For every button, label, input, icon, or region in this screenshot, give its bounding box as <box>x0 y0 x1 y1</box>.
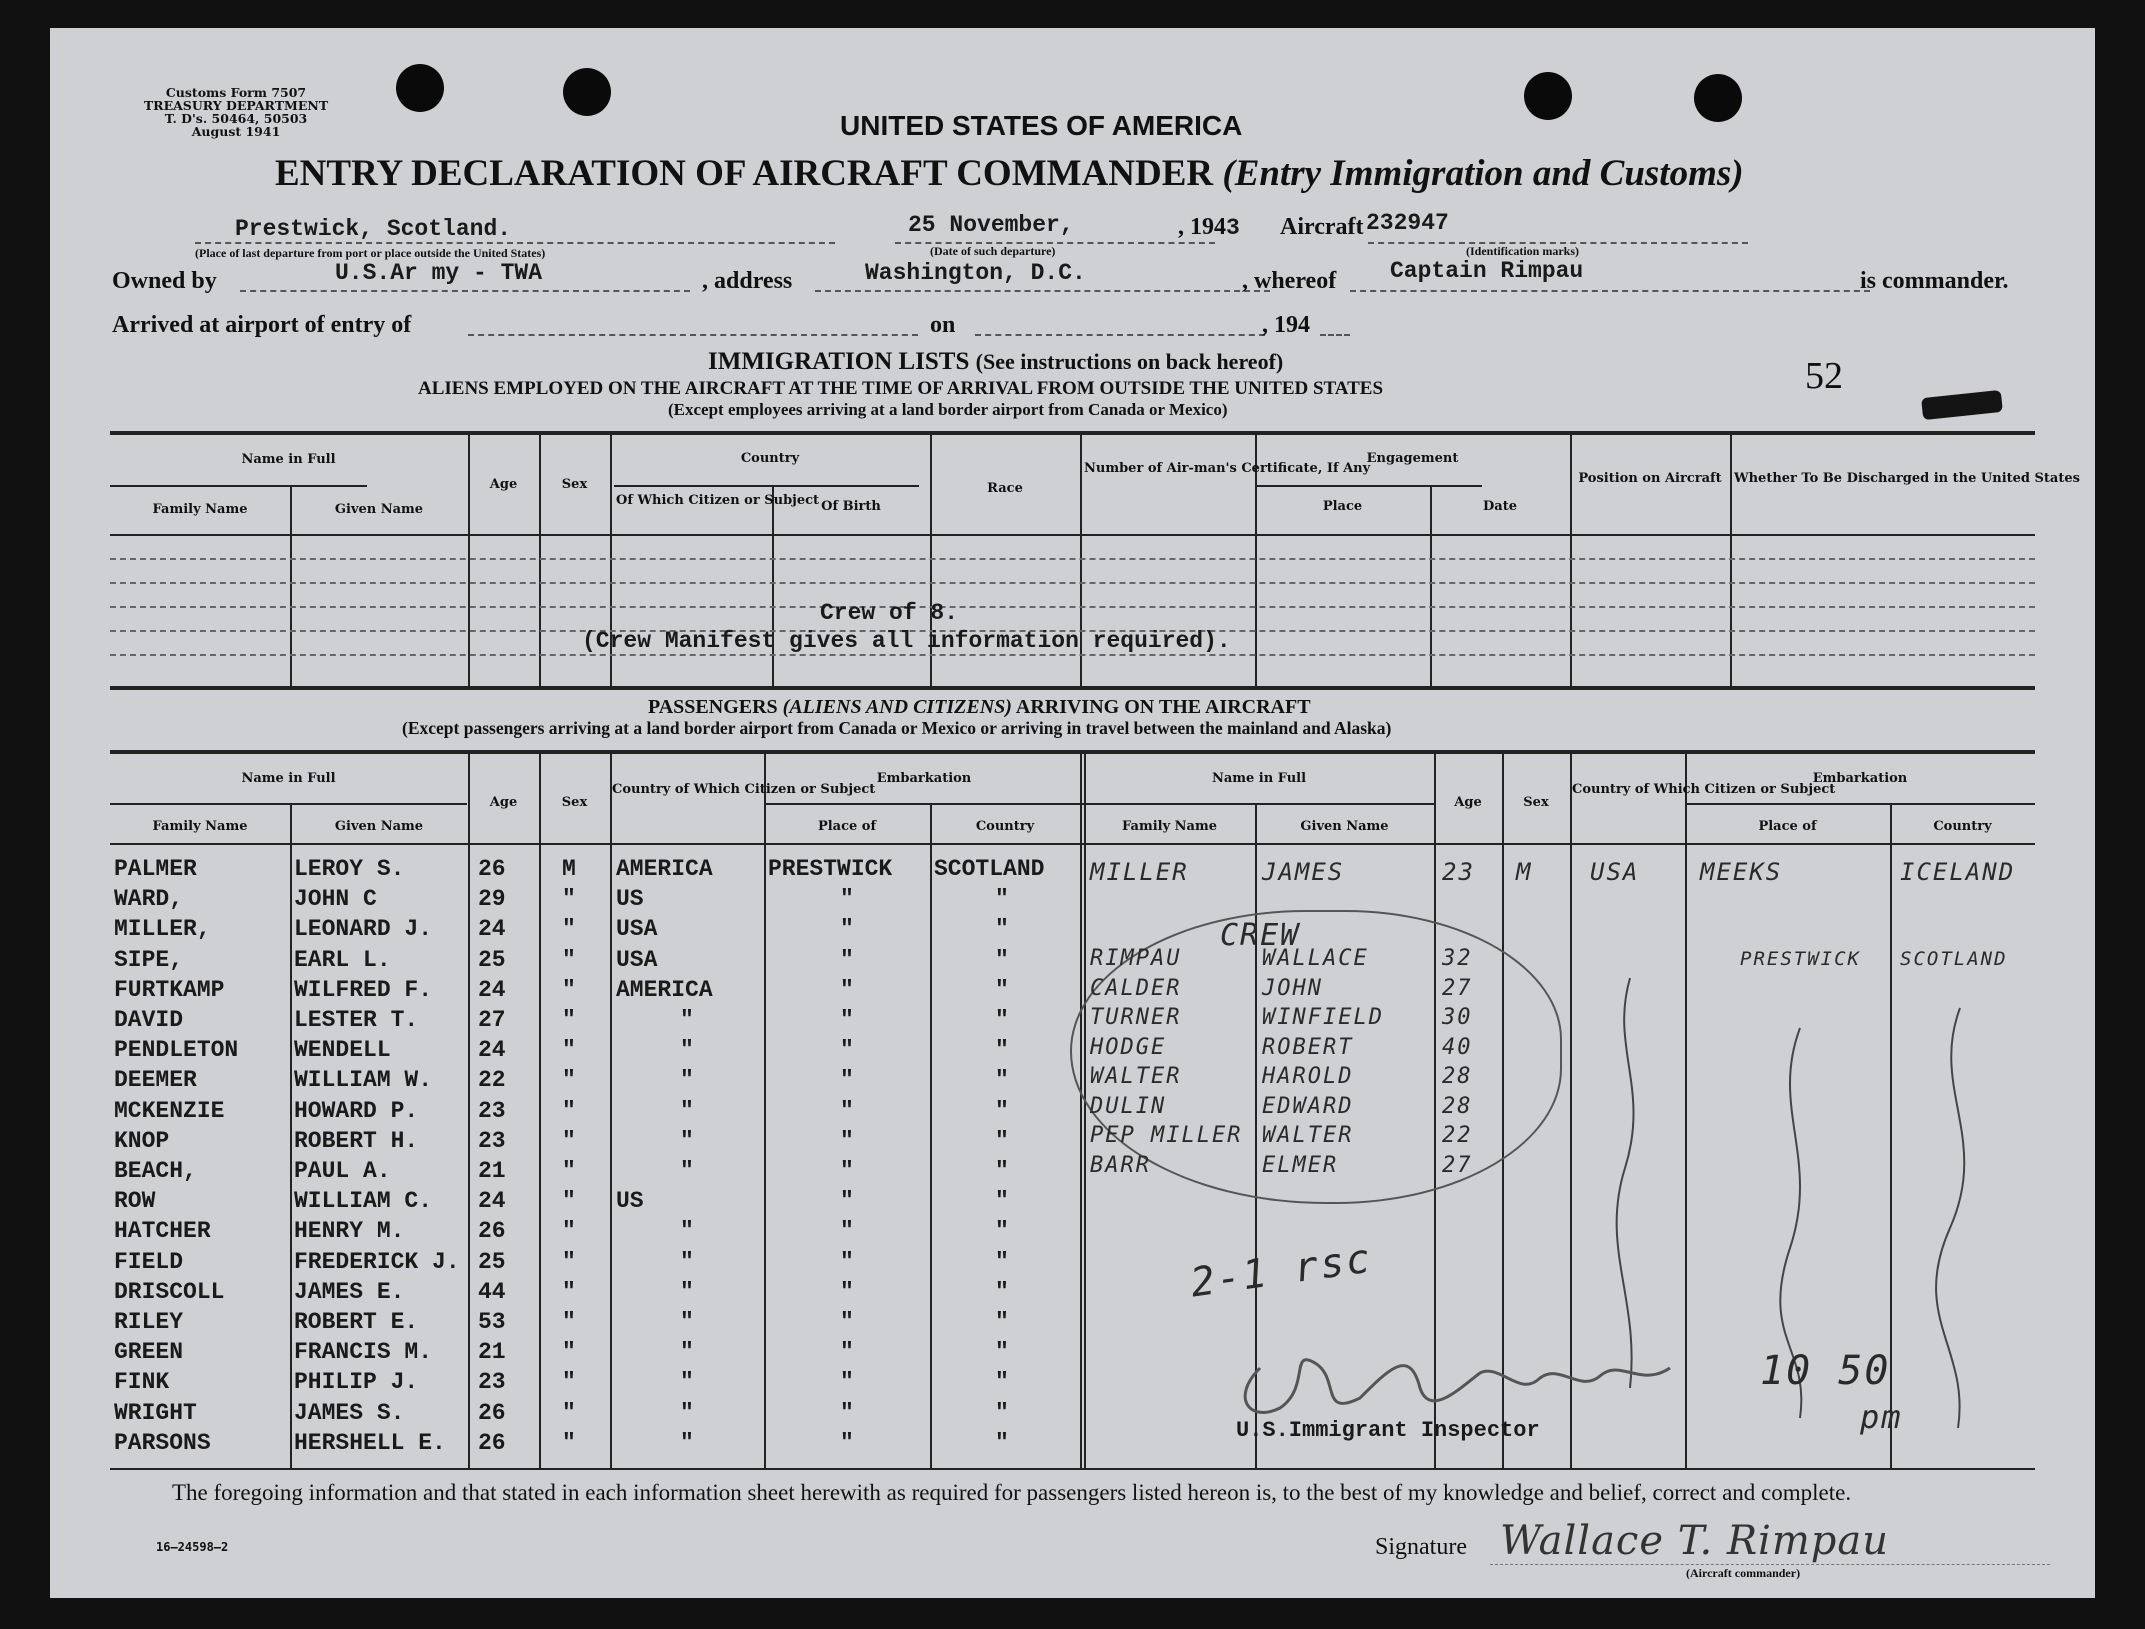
pass-header-sex-left: Sex <box>561 795 588 810</box>
cell-citizen: " <box>680 1158 694 1184</box>
aliens-header-date: Date <box>1483 499 1517 514</box>
customs-form-id: Customs Form 7507 TREASURY DEPARTMENT T. D's. 50464, 50503 August 1941 <box>143 85 329 139</box>
crew-manifest-note: (Crew Manifest gives all information required). <box>582 628 1231 654</box>
crew-cell-age: 40 <box>1442 1034 1473 1060</box>
cell-country: " <box>995 1097 1009 1124</box>
cell-sex: " <box>562 1218 576 1245</box>
cell-age: 23 <box>478 1369 506 1396</box>
cell-citizen: " <box>680 1007 694 1033</box>
document-title: ENTRY DECLARATION OF AIRCRAFT COMMANDER (Entry Immigration and Customs) <box>275 153 1744 194</box>
crew-cell-age: 27 <box>1442 1152 1473 1178</box>
crew-embark-country: SCOTLAND <box>1900 948 2008 970</box>
crew-cell-family: TURNER <box>1090 1005 1182 1030</box>
cell-given: PAUL A. <box>294 1158 391 1184</box>
cell-place: " <box>840 1309 854 1335</box>
pass-header-given-left: Given Name <box>334 819 424 834</box>
cell-citizen: " <box>680 1339 694 1366</box>
cell-country: " <box>995 916 1009 943</box>
cell-age: 26 <box>478 1399 506 1426</box>
crew-cell-given: ROBERT <box>1262 1034 1354 1060</box>
cell-sex: " <box>562 1188 576 1215</box>
crew-cell-family: BARR <box>1090 1152 1151 1178</box>
punch-hole <box>1694 74 1742 122</box>
crew-cell-family: RIMPAU <box>1090 946 1182 971</box>
crew-cell-age: 32 <box>1442 946 1473 971</box>
aliens-header-position: Position on Aircraft <box>1578 471 1722 486</box>
cell-country: " <box>995 886 1009 913</box>
aircraft-caption: (Identification marks) <box>1466 244 1579 258</box>
departure-date: 25 November, <box>908 212 1074 238</box>
owned-by-value: U.S.Ar my - TWA <box>335 260 543 286</box>
cell-given: HERSHELL E. <box>294 1429 446 1456</box>
cell-place: " <box>840 1218 854 1245</box>
cell-sex: " <box>562 1127 576 1154</box>
crew-cell-family: HODGE <box>1090 1034 1167 1060</box>
cell-sex: " <box>562 1007 576 1033</box>
pass-header-age-left: Age <box>489 795 518 810</box>
commander-name: Captain Rimpau <box>1390 258 1584 284</box>
cell-country: " <box>995 1218 1009 1245</box>
crew-cell-family: CALDER <box>1090 975 1182 1001</box>
cell-given: EARL L. <box>294 946 391 973</box>
aliens-header-citizen: Of Which Citizen or Subject <box>616 493 820 508</box>
crew-cell-given: JOHN <box>1262 975 1323 1001</box>
cell-sex: " <box>562 1278 576 1305</box>
cell-country: " <box>995 1369 1009 1396</box>
cell-place: " <box>840 916 854 943</box>
pass-header-given-right: Given Name <box>1300 819 1389 834</box>
cell-family: RILEY <box>114 1309 184 1335</box>
cell-country: " <box>995 946 1009 973</box>
cell-country: " <box>995 1127 1009 1154</box>
commander-signature: Wallace T. Rimpau <box>1500 1518 1889 1564</box>
crew-embark-place: PRESTWICK <box>1740 948 1861 970</box>
cell-sex: " <box>562 946 576 973</box>
crew-cell-age: 28 <box>1442 1093 1473 1119</box>
punch-hole <box>563 68 611 116</box>
cell-country: " <box>995 1278 1009 1305</box>
signature-caption: (Aircraft commander) <box>1686 1566 1801 1580</box>
cell-given: FRANCIS M. <box>294 1339 433 1366</box>
cell-given: WILLIAM C. <box>294 1188 433 1215</box>
country-title: UNITED STATES OF AMERICA <box>840 110 1243 141</box>
aliens-header-place: Place <box>1322 499 1363 514</box>
cell-country: " <box>995 1339 1009 1366</box>
aliens-header-engagement: Engagement <box>1366 451 1459 466</box>
crew-label: CREW <box>1220 918 1301 953</box>
is-commander-label: is commander. <box>1860 268 2009 294</box>
inspection-time-suffix: pm <box>1860 1398 1903 1436</box>
cell-family: FIELD <box>114 1248 184 1275</box>
cell-given: ROBERT E. <box>294 1309 419 1335</box>
cell-place: PRESTWICK <box>768 856 893 882</box>
cell-age: 53 <box>478 1309 506 1335</box>
cell-age: 25 <box>478 946 506 973</box>
declaration-text: The foregoing information and that stated in each information sheet herewith as required for passengers listed hereon is, to the best of my knowledge and belief, correct and complete. <box>172 1480 1852 1505</box>
cell-sex: " <box>562 1339 576 1366</box>
cell-family: PARSONS <box>114 1429 211 1456</box>
right-passenger-age: 23 <box>1442 858 1475 886</box>
cell-family: DAVID <box>114 1007 184 1033</box>
pass-header-citizen-right: Country of Which Citizen or Subject <box>1572 782 1836 797</box>
cell-place: " <box>840 886 854 913</box>
crew-cell-given: HAROLD <box>1262 1064 1354 1089</box>
cell-family: GREEN <box>114 1339 184 1366</box>
crew-cell-age: 22 <box>1442 1123 1473 1148</box>
inspector-note: 2-1 rsc <box>1187 1235 1375 1307</box>
cell-citizen: " <box>680 1309 694 1335</box>
pass-header-sex-right: Sex <box>1523 795 1549 810</box>
cell-family: DEEMER <box>114 1067 197 1094</box>
form-number: 16—24598—2 <box>156 1540 229 1554</box>
crew-cell-given: WALTER <box>1262 1123 1354 1148</box>
cell-country: " <box>995 1248 1009 1275</box>
cell-citizen: " <box>680 1248 694 1275</box>
cell-sex: " <box>562 1309 576 1335</box>
owned-by-label: Owned by <box>112 268 217 294</box>
cell-country: " <box>995 1037 1009 1064</box>
cell-citizen: AMERICA <box>616 976 713 1003</box>
document-page <box>50 28 2095 1598</box>
crew-cell-given: WINFIELD <box>1262 1005 1384 1030</box>
right-passenger-country: ICELAND <box>1900 858 2016 886</box>
cell-age: 26 <box>478 856 506 882</box>
cell-age: 24 <box>478 1188 506 1215</box>
cell-citizen: " <box>680 1218 694 1245</box>
cell-given: JAMES S. <box>294 1399 405 1426</box>
departure-date-caption: (Date of such departure) <box>930 244 1056 258</box>
cell-age: 21 <box>478 1339 506 1366</box>
cell-citizen: US <box>616 1188 644 1215</box>
cell-family: HATCHER <box>114 1218 211 1245</box>
cell-place: " <box>840 1097 854 1124</box>
cell-sex: " <box>562 1037 576 1064</box>
pass-header-citizen-left: Country of Which Citizen or Subject <box>612 782 876 797</box>
crew-cell-age: 28 <box>1442 1064 1473 1089</box>
aliens-header-sex: Sex <box>561 477 588 492</box>
cell-age: 22 <box>478 1067 506 1094</box>
signature-label: Signature <box>1375 1534 1467 1560</box>
crew-cell-family: PEP MILLER <box>1090 1123 1243 1148</box>
cell-sex: " <box>562 976 576 1003</box>
cell-place: " <box>840 1339 854 1366</box>
cell-sex: " <box>562 1429 576 1456</box>
cell-given: LEROY S. <box>294 856 405 882</box>
page-number: 52 <box>1805 355 1843 397</box>
pass-header-country-right: Country <box>1933 819 1992 834</box>
cell-family: DRISCOLL <box>114 1278 225 1305</box>
pass-header-country-left: Country <box>975 819 1035 834</box>
cell-sex: M <box>562 856 576 882</box>
cell-family: MCKENZIE <box>114 1097 225 1124</box>
arrival-on-label: on <box>930 312 956 338</box>
cell-citizen: AMERICA <box>616 856 713 882</box>
cell-family: WRIGHT <box>114 1399 197 1426</box>
right-passenger-sex: M <box>1516 858 1533 886</box>
cell-place: " <box>840 1369 854 1396</box>
cell-citizen: " <box>680 1127 694 1154</box>
pass-header-place-left: Place of <box>817 819 877 834</box>
cell-age: 27 <box>478 1007 506 1033</box>
cell-age: 24 <box>478 976 506 1003</box>
cell-place: " <box>840 1158 854 1184</box>
cell-age: 23 <box>478 1127 506 1154</box>
cell-family: ROW <box>114 1188 156 1215</box>
cell-country: " <box>995 1309 1009 1335</box>
aliens-header-age: Age <box>489 477 518 492</box>
inspection-time: 10 50 <box>1760 1348 1891 1394</box>
cell-country: " <box>995 1007 1009 1033</box>
cell-sex: " <box>562 1399 576 1426</box>
aliens-header-certificate: Number of Air-man's Certificate, If Any <box>1084 461 1371 476</box>
cell-given: HENRY M. <box>294 1218 405 1245</box>
cell-given: JAMES E. <box>294 1278 405 1305</box>
aliens-header-country: Country <box>740 451 800 466</box>
cell-age: 24 <box>478 1037 506 1064</box>
redaction-mark <box>1921 390 2003 420</box>
cell-citizen: USA <box>616 916 658 943</box>
crew-cell-age: 27 <box>1442 975 1473 1001</box>
cell-country: " <box>995 1399 1009 1426</box>
cell-place: " <box>840 1399 854 1426</box>
cell-sex: " <box>562 1067 576 1094</box>
address-label: , address <box>702 268 793 294</box>
cell-given: WENDELL <box>294 1037 391 1064</box>
pass-header-name-right: Name in Full <box>1211 771 1307 786</box>
cell-sex: " <box>562 1158 576 1184</box>
cell-place: " <box>840 1248 854 1275</box>
right-passenger-family: MILLER <box>1090 858 1189 886</box>
cell-place: " <box>840 946 854 973</box>
cell-age: 21 <box>478 1158 506 1184</box>
cell-age: 24 <box>478 916 506 943</box>
inspector-title: U.S.Immigrant Inspector <box>1236 1418 1540 1443</box>
pass-header-embark-left: Embarkation <box>876 771 972 786</box>
cell-age: 23 <box>478 1097 506 1124</box>
departure-place-caption: (Place of last departure from port or place outside the United States) <box>195 246 546 260</box>
cell-place: " <box>840 1429 854 1456</box>
arrival-year-label: , 194 <box>1262 312 1310 338</box>
cell-family: FINK <box>114 1369 170 1396</box>
crew-cell-given: ELMER <box>1262 1152 1339 1178</box>
cell-sex: " <box>562 1248 576 1275</box>
cell-given: JOHN C <box>294 886 377 913</box>
immigration-heading: IMMIGRATION LISTS (See instructions on back hereof) <box>708 348 1284 375</box>
cell-given: WILFRED F. <box>294 976 433 1003</box>
cell-sex: " <box>562 916 576 943</box>
aliens-header-discharged: Whether To Be Discharged in the United States <box>1734 471 2080 486</box>
cell-place: " <box>840 976 854 1003</box>
crew-note: Crew of 8. <box>820 600 959 626</box>
pass-header-family-left: Family Name <box>152 819 248 834</box>
cell-age: 26 <box>478 1429 506 1456</box>
right-passenger-given: JAMES <box>1262 858 1345 886</box>
right-passenger-place: MEEKS <box>1700 858 1783 886</box>
cell-given: LESTER T. <box>294 1007 419 1033</box>
cell-sex: " <box>562 886 576 913</box>
cell-citizen: " <box>680 1037 694 1064</box>
cell-citizen: " <box>680 1399 694 1426</box>
aliens-header-name: Name in Full <box>241 452 336 467</box>
cell-citizen: " <box>680 1067 694 1094</box>
crew-cell-given: EDWARD <box>1262 1093 1354 1119</box>
aliens-header-family: Family Name <box>152 502 248 517</box>
cell-place: " <box>840 1037 854 1064</box>
aliens-header-race: Race <box>987 481 1023 496</box>
crew-cell-family: DULIN <box>1090 1093 1167 1119</box>
punch-hole <box>1524 72 1572 120</box>
cell-family: WARD, <box>114 886 184 913</box>
cell-country: SCOTLAND <box>934 856 1045 882</box>
aliens-except: (Except employees arriving at a land border airport from Canada or Mexico) <box>668 400 1228 419</box>
cell-given: LEONARD J. <box>294 916 433 943</box>
cell-family: PALMER <box>114 856 197 882</box>
cell-country: " <box>995 976 1009 1003</box>
aliens-header-given: Given Name <box>334 502 424 517</box>
cell-country: " <box>995 1188 1009 1215</box>
cell-place: " <box>840 1278 854 1305</box>
cell-age: 44 <box>478 1278 506 1305</box>
cell-place: " <box>840 1188 854 1215</box>
cell-age: 25 <box>478 1248 506 1275</box>
passengers-heading: PASSENGERS (ALIENS AND CITIZENS) ARRIVING ON THE AIRCRAFT <box>648 696 1311 718</box>
cell-family: KNOP <box>114 1127 170 1154</box>
cell-given: FREDERICK J. <box>294 1248 460 1275</box>
aliens-header-birth: Of Birth <box>821 499 881 514</box>
cell-given: PHILIP J. <box>294 1369 419 1396</box>
whereof-label: , whereof <box>1242 268 1337 294</box>
cell-citizen: " <box>680 1369 694 1396</box>
pass-header-family-right: Family Name <box>1122 819 1217 834</box>
cell-country: " <box>995 1429 1009 1456</box>
crew-cell-family: WALTER <box>1090 1064 1182 1089</box>
cell-family: MILLER, <box>114 916 211 943</box>
cell-country: " <box>995 1067 1009 1094</box>
cell-given: ROBERT H. <box>294 1127 419 1154</box>
cell-citizen: " <box>680 1278 694 1305</box>
cell-citizen: " <box>680 1097 694 1124</box>
cell-citizen: " <box>680 1429 694 1456</box>
cell-sex: " <box>562 1097 576 1124</box>
cell-place: " <box>840 1007 854 1033</box>
cell-place: " <box>840 1127 854 1154</box>
cell-place: " <box>840 1067 854 1094</box>
aliens-heading: ALIENS EMPLOYED ON THE AIRCRAFT AT THE TIME OF ARRIVAL FROM OUTSIDE THE UNITED STATES <box>418 378 1384 399</box>
cell-family: SIPE, <box>114 946 184 973</box>
pass-header-age-right: Age <box>1454 795 1482 810</box>
pass-header-name-left: Name in Full <box>241 771 336 786</box>
departure-year: , 1943 <box>1178 214 1240 241</box>
crew-cell-age: 30 <box>1442 1005 1473 1030</box>
punch-hole <box>396 64 444 112</box>
passengers-except: (Except passengers arriving at a land border airport from Canada or Mexico or arriving in travel between the mainland and Alaska) <box>402 718 1392 738</box>
arrival-label: Arrived at airport of entry of <box>112 312 412 338</box>
cell-family: FURTKAMP <box>114 976 225 1003</box>
cell-country: " <box>995 1158 1009 1184</box>
cell-given: WILLIAM W. <box>294 1067 433 1094</box>
cell-citizen: USA <box>616 946 658 973</box>
cell-sex: " <box>562 1369 576 1396</box>
right-passenger-citizen: USA <box>1590 858 1640 886</box>
departure-place: Prestwick, Scotland. <box>235 216 512 242</box>
aircraft-label: Aircraft <box>1280 214 1364 240</box>
pass-header-embark-right: Embarkation <box>1812 771 1908 786</box>
cell-age: 26 <box>478 1218 506 1245</box>
aircraft-id: 232947 <box>1366 210 1449 236</box>
cell-citizen: US <box>616 886 644 913</box>
address-value: Washington, D.C. <box>865 260 1086 286</box>
cell-given: HOWARD P. <box>294 1097 419 1124</box>
cell-age: 29 <box>478 886 506 913</box>
cell-family: PENDLETON <box>114 1037 239 1064</box>
pass-header-place-right: Place of <box>1758 819 1817 834</box>
cell-family: BEACH, <box>114 1158 197 1184</box>
crew-cell-given: WALLACE <box>1262 946 1369 971</box>
